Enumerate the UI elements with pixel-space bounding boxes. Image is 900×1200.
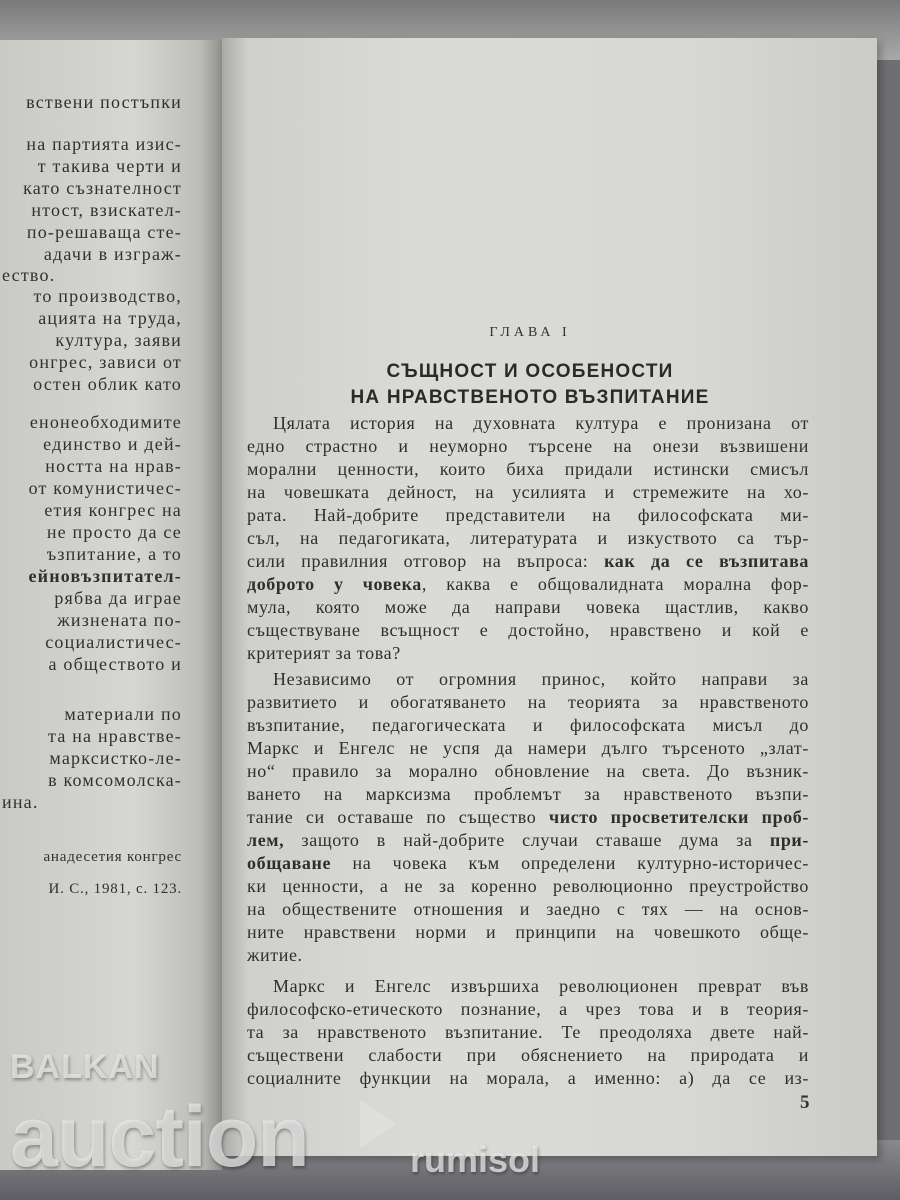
text-line — [247, 998, 809, 1021]
left-page-line: ейновъзпитател- — [28, 566, 182, 586]
watermark-line-2: auction — [10, 1089, 309, 1185]
text-line — [247, 458, 809, 481]
text-line — [247, 829, 809, 852]
text-segment: съществуване всъщност е достойно, нравствено и кой е — [247, 620, 809, 640]
text-segment: Независимо от огромния принос, който направи за — [273, 669, 809, 689]
text-line — [247, 550, 809, 573]
text-line — [247, 481, 809, 504]
text-segment: житие. — [247, 945, 303, 965]
left-page-line: ността на нрав- — [45, 456, 182, 476]
text-line — [247, 691, 809, 714]
paragraph — [247, 412, 809, 665]
left-page-line: а обществото и — [48, 654, 182, 674]
text-line — [247, 435, 809, 458]
text-segment: социалните функции на морала, а именно: а) да се из- — [247, 1068, 809, 1088]
left-page-line: онгрес, зависи от — [29, 352, 182, 372]
text-line — [247, 921, 809, 944]
text-segment: Маркс и Енгелс извършиха революционен преврат във — [273, 976, 809, 996]
watermark-line-1: BALKAN — [10, 1048, 160, 1086]
left-page-line: по-решаваща сте- — [26, 222, 182, 242]
left-page-line: нтост, взискател- — [31, 200, 182, 220]
left-page-line: ество. — [2, 265, 56, 285]
bold-text: лем, — [247, 830, 285, 850]
text-segment: Цялата история на духовната култура е пронизана от — [273, 413, 809, 433]
text-segment: рата. Най-добрите представители на философската ми- — [247, 505, 809, 525]
left-page-line: ина. — [2, 792, 39, 812]
watermark-line-3: rumisol — [410, 1139, 541, 1180]
paragraph — [247, 975, 809, 1090]
left-page-line: от комунистичес- — [28, 478, 182, 498]
left-page-line: етия конгрес на — [44, 500, 182, 520]
text-line — [247, 783, 809, 806]
text-line — [247, 596, 809, 619]
text-segment: , каква е общовалидната морална фор- — [421, 574, 809, 594]
left-page-line: марксистко-ле- — [49, 748, 182, 768]
text-line — [247, 619, 809, 642]
text-line — [247, 527, 809, 550]
paragraph — [247, 668, 809, 967]
text-segment: едно страстно и неуморно търсене на онези възвишени — [247, 436, 809, 456]
bold-text: общаване — [247, 853, 332, 873]
text-segment: развитието и обогатяването на теорията за нравственото — [247, 692, 809, 712]
text-segment: мула, която може да направи човека щастлив, какво — [247, 597, 809, 617]
left-page-line: култура, заяви — [55, 330, 182, 350]
text-line — [247, 504, 809, 527]
bold-text: при- — [769, 830, 809, 850]
left-page-line: т такива черти и — [37, 156, 182, 176]
left-page-line: материали по — [64, 704, 182, 724]
text-line — [247, 714, 809, 737]
left-page-line: рябва да играе — [54, 588, 182, 608]
text-line — [247, 806, 809, 829]
body-text — [247, 412, 809, 1093]
text-line — [247, 668, 809, 691]
text-line — [247, 852, 809, 875]
text-segment: философско-етическото познание, а чрез това и в теория- — [247, 999, 809, 1019]
text-segment: та за нравственото възпитание. Те преодоляха двете най- — [247, 1022, 809, 1042]
left-page-line: не просто да се — [46, 522, 182, 542]
text-line — [247, 412, 809, 435]
text-segment: тание си оставаше по същество — [247, 807, 549, 827]
left-page-line: ацията на труда, — [38, 308, 182, 328]
text-line — [247, 642, 809, 665]
text-line — [247, 573, 809, 596]
text-line — [247, 1021, 809, 1044]
text-segment: съществени слабости при обяснението на природата и — [247, 1045, 809, 1065]
left-page-line: анадесетия конгрес — [43, 849, 182, 865]
text-line — [247, 1044, 809, 1067]
text-line — [247, 944, 809, 967]
text-segment: съл, на педагогиката, литературата и изкуството са тър- — [247, 528, 809, 548]
chapter-title-line-1: СЪЩНОСТ И ОСОБЕНОСТИ — [386, 361, 674, 382]
left-book-page — [0, 40, 222, 1170]
text-segment: но“ правило за морално обновление на света. До възник- — [247, 761, 809, 781]
left-page-line: единство и дей- — [43, 434, 182, 454]
text-segment: на човека към определени културно-историчес- — [331, 853, 809, 873]
left-page-line: остен облик като — [33, 374, 182, 394]
text-segment: критерият за това? — [247, 643, 401, 663]
text-segment: Маркс и Енгелс не успя да намери дълго търсеното „злат- — [247, 738, 809, 758]
text-segment: ните нравствени норми и принципи на човешкото обще- — [247, 922, 809, 942]
text-line — [247, 875, 809, 898]
left-page-line: жизнената по- — [57, 610, 182, 630]
bold-text: доброто у човека — [247, 574, 422, 594]
watermark-play-icon — [360, 1100, 396, 1148]
chapter-label: ГЛАВА I — [489, 325, 571, 340]
left-page-line: вствени постъпки — [26, 92, 182, 112]
text-segment: на обществените отношения и заедно с тях — на основ- — [247, 899, 809, 919]
text-line — [247, 1067, 809, 1090]
chapter-title-line-2: НА НРАВСТВЕНОТО ВЪЗПИТАНИЕ — [350, 387, 710, 408]
left-page-line: в комсомолска- — [48, 770, 182, 790]
bold-text: чисто просветителски проб- — [548, 807, 809, 827]
text-segment: ването на марксизма проблемът за нравственото възпи- — [247, 784, 809, 804]
text-segment: ки ценности, а не за коренно революционно преустройство — [247, 876, 809, 896]
text-segment: морални ценности, които биха придали истински смисъл — [247, 459, 809, 479]
text-line — [247, 898, 809, 921]
left-page-line: социалистичес- — [45, 632, 182, 652]
left-page-line: ъзпитание, а то — [46, 544, 182, 564]
left-page-line: та на нравстве- — [48, 726, 182, 746]
text-line — [247, 760, 809, 783]
text-line — [247, 737, 809, 760]
bold-text: как да се възпитава — [604, 551, 809, 571]
text-segment: сили правилния отговор на въпроса: — [247, 551, 605, 571]
text-segment: защото в най-добрите случаи ставаше дума за — [284, 830, 770, 850]
left-page-line: то производство, — [33, 286, 182, 306]
left-page-line: И. С., 1981, с. 123. — [48, 881, 182, 897]
page-number: 5 — [800, 1092, 810, 1113]
text-segment: на човешката дейност, на усилията и стремежите на хо- — [247, 482, 809, 502]
left-page-line: адачи в изграж- — [43, 244, 182, 264]
text-segment: възпитание, педагогическата и философската мисъл до — [247, 715, 809, 735]
left-page-line: на партията изис- — [26, 134, 182, 154]
text-line — [247, 975, 809, 998]
left-page-line: енонеобходимите — [29, 412, 182, 432]
left-page-line: като съзнателност — [23, 178, 182, 198]
